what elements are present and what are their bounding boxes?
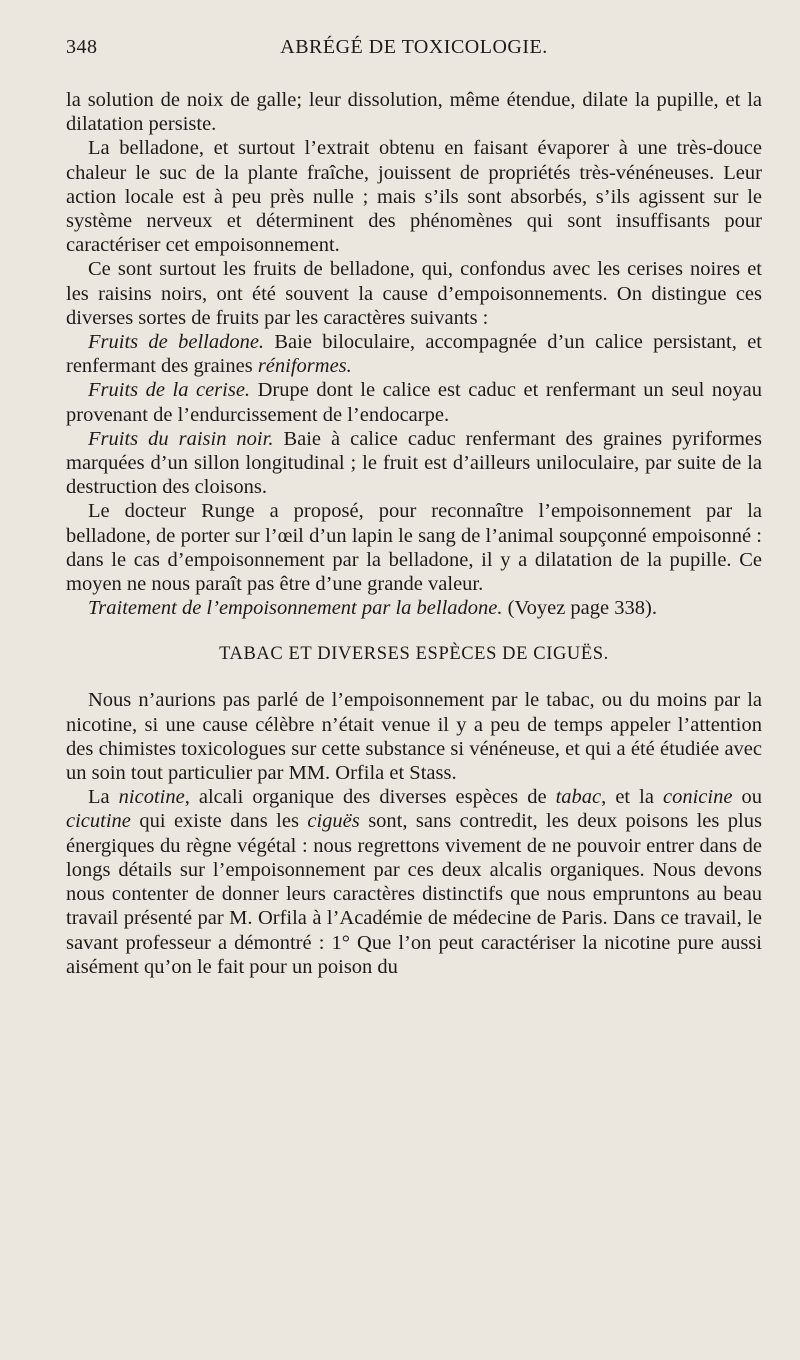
paragraph-belladone-properties: La belladone, et surtout l’extrait obtenu en faisant évaporer à une très-douce chaleur le suc de la plante fraîche, jouissent de propriétés très-vénéneuses. Leur action locale est à peu près nulle ; mais s’ils sont absorbés, s’ils agissent sur le système nerveux et déterminent des phénomènes qui sont insuffisants pour caractériser cet empoisonnement. [66, 137, 762, 257]
italic-conicine: conicine [663, 786, 733, 809]
paragraph-traitement [66, 596, 762, 620]
paragraph-fruits-cerise [66, 378, 762, 426]
italic-nicotine: nicotine [118, 786, 185, 809]
text-fruits-raisin: Baie à calice caduc renfermant des graines pyriformes marquées d’un sillon longitudinal ; le fruit est d’ailleurs uniloculaire, par suite de la destruction des cloisons. [66, 427, 763, 499]
paragraph-runge: Le docteur Runge a proposé, pour reconnaître l’empoisonnement par la belladone, de porter sur l’œil d’un lapin le sang de l’animal soupçonné empoisonné : dans le cas d’empoisonnement par la belladone, il y a dilatation de la pupille. Ce moyen ne nous paraît pas être d’une grande valeur. [66, 500, 762, 596]
running-title: ABRÉGÉ DE TOXICOLOGIE. [280, 36, 548, 58]
text-run: La [88, 786, 119, 809]
label-fruits-cerise: Fruits de la cerise. [88, 379, 251, 402]
text-fruits-belladone: Baie biloculaire, accompagnée d’un calice persistant, et renfermant des graines [66, 331, 762, 378]
italic-tabac: tabac [555, 786, 602, 809]
paragraph-fruits-belladone [66, 330, 762, 378]
running-head [66, 36, 762, 72]
paragraph-nicotine-conicine [66, 785, 762, 979]
body-text [66, 88, 762, 979]
italic-reniformes: réniformes. [257, 355, 352, 378]
text-run: , et la [601, 786, 664, 809]
page-number: 348 [66, 36, 98, 58]
label-traitement: Traitement de l’empoisonnement par la belladone. [88, 597, 503, 620]
italic-cigues: ciguës [307, 810, 360, 833]
label-fruits-raisin: Fruits du raisin noir. [88, 427, 274, 450]
text-run: sont, sans contredit, les deux poisons les plus énergiques du règne végétal : nous regrettons vivement de ne pouvoir entrer dans de longs détails sur l’empoisonnement par ces deux alcalis organiques. Nous devons nous contenter de donner leurs caractères distinctifs que nous empruntons au beau travail présenté par M. Orfila à l’Académie de médecine de Paris. Dans ce travail, le savant professeur a démontré : 1° Que l’on peut caractériser la nicotine pure aussi aisément qu’on le fait pour un poison du [66, 810, 762, 978]
paragraph-belladone-fruits: Ce sont surtout les fruits de belladone, qui, confondus avec les cerises noires et les raisins noirs, ont été souvent la cause d’empoisonnements. On distingue ces diverses sortes de fruits par les caractères suivants : [66, 258, 762, 329]
text-run: qui existe dans les [130, 810, 308, 833]
text-run: ou [732, 786, 763, 809]
text-run: , alcali organique des diverses espèces de [184, 786, 556, 809]
section-heading: TABAC ET DIVERSES ESPÈCES DE CIGUËS. [219, 644, 609, 665]
text-fruits-cerise: Drupe dont le calice est caduc et renfermant un seul noyau provenant de l’endurcissement de l’endocarpe. [66, 379, 762, 426]
text-traitement: (Voyez page 338). [502, 597, 657, 620]
paragraph-fruits-raisin [66, 427, 762, 500]
paragraph-tabac-intro: Nous n’aurions pas parlé de l’empoisonnement par le tabac, ou du moins par la nicotine, si une cause célèbre n’était venue il y a peu de temps appeler l’attention des chimistes toxicologues sur cette substance si vénéneuse, et qui a été étudiée avec un soin tout particulier par MM. Orfila et Stass. [66, 689, 762, 785]
italic-cicutine: cicutine [66, 810, 131, 833]
label-fruits-belladone: Fruits de belladone. [88, 331, 265, 354]
paragraph-continuation: la solution de noix de galle; leur dissolution, même étendue, dilate la pupille, et la dilatation persiste. [66, 89, 762, 136]
